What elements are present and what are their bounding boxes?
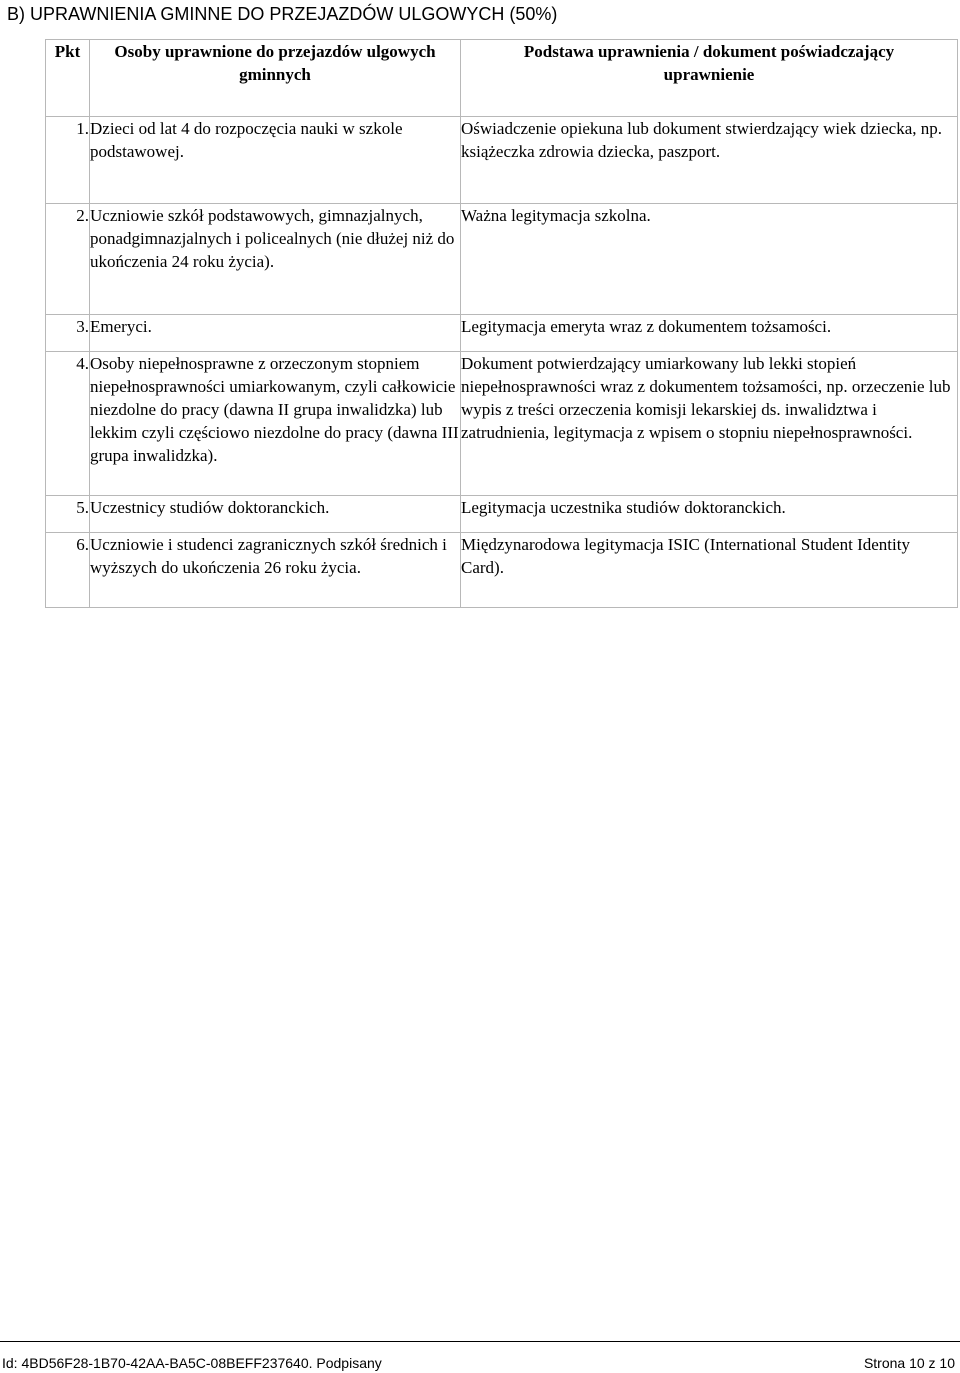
row-number: 2. [46,204,90,315]
section-title: B) UPRAWNIENIA GMINNE DO PRZEJAZDÓW ULGOWYCH (50%) [7,4,558,24]
eligible-persons-cell: Uczestnicy studiów doktoranckich. [90,496,461,533]
table-row [46,117,958,204]
eligible-persons-cell: Emeryci. [90,315,461,352]
table-row [46,533,958,608]
document-cell: Ważna legitymacja szkolna. [461,204,958,315]
header-who: Osoby uprawnione do przejazdów ulgowych gminnych [90,40,461,117]
eligible-persons-cell: Dzieci od lat 4 do rozpoczęcia nauki w szkole podstawowej. [90,117,461,204]
table-row [46,204,958,315]
eligibility-table [45,39,958,608]
eligible-persons-cell: Uczniowie i studenci zagranicznych szkół średnich i wyższych do ukończenia 26 roku życia. [90,533,461,608]
eligible-persons-cell: Osoby niepełnosprawne z orzeczonym stopniem niepełnosprawności umiarkowanym, czyli całkowicie niezdolne do pracy (dawna II grupa inwalidzka) lub lekkim czyli częściowo niezdolne do pracy (dawna III grupa inwalidzka). [90,352,461,496]
document-cell: Dokument potwierdzający umiarkowany lub lekki stopień niepełnosprawności wraz z dokumentem tożsamości, np. orzeczenie lub wypis z treści orzeczenia komisji lekarskiej ds. inwalidztwa i zatrudnienia, legitymacja z wpisem o stopniu niepełnosprawności. [461,352,958,496]
row-number: 6. [46,533,90,608]
row-number: 1. [46,117,90,204]
table-row [46,496,958,533]
page-footer [0,1341,960,1371]
header-doc: Podstawa uprawnienia / dokument poświadczający uprawnienie [461,40,958,117]
document-cell: Legitymacja emeryta wraz z dokumentem tożsamości. [461,315,958,352]
row-number: 4. [46,352,90,496]
document-cell: Oświadczenie opiekuna lub dokument stwierdzający wiek dziecka, np. książeczka zdrowia dziecka, paszport. [461,117,958,204]
page-number: Strona 10 z 10 [863,1355,955,1371]
document-cell: Międzynarodowa legitymacja ISIC (International Student Identity Card). [461,533,958,608]
table-header-row [46,40,958,117]
table-row [46,315,958,352]
document-cell: Legitymacja uczestnika studiów doktoranckich. [461,496,958,533]
eligible-persons-cell: Uczniowie szkół podstawowych, gimnazjalnych, ponadgimnazjalnych i policealnych (nie dłużej niż do ukończenia 24 roku życia). [90,204,461,315]
row-number: 3. [46,315,90,352]
document-id: Id: 4BD56F28-1B70-42AA-BA5C-08BEFF237640. Podpisany [2,1355,382,1371]
row-number: 5. [46,496,90,533]
header-pkt: Pkt [46,40,90,117]
table-row [46,352,958,496]
